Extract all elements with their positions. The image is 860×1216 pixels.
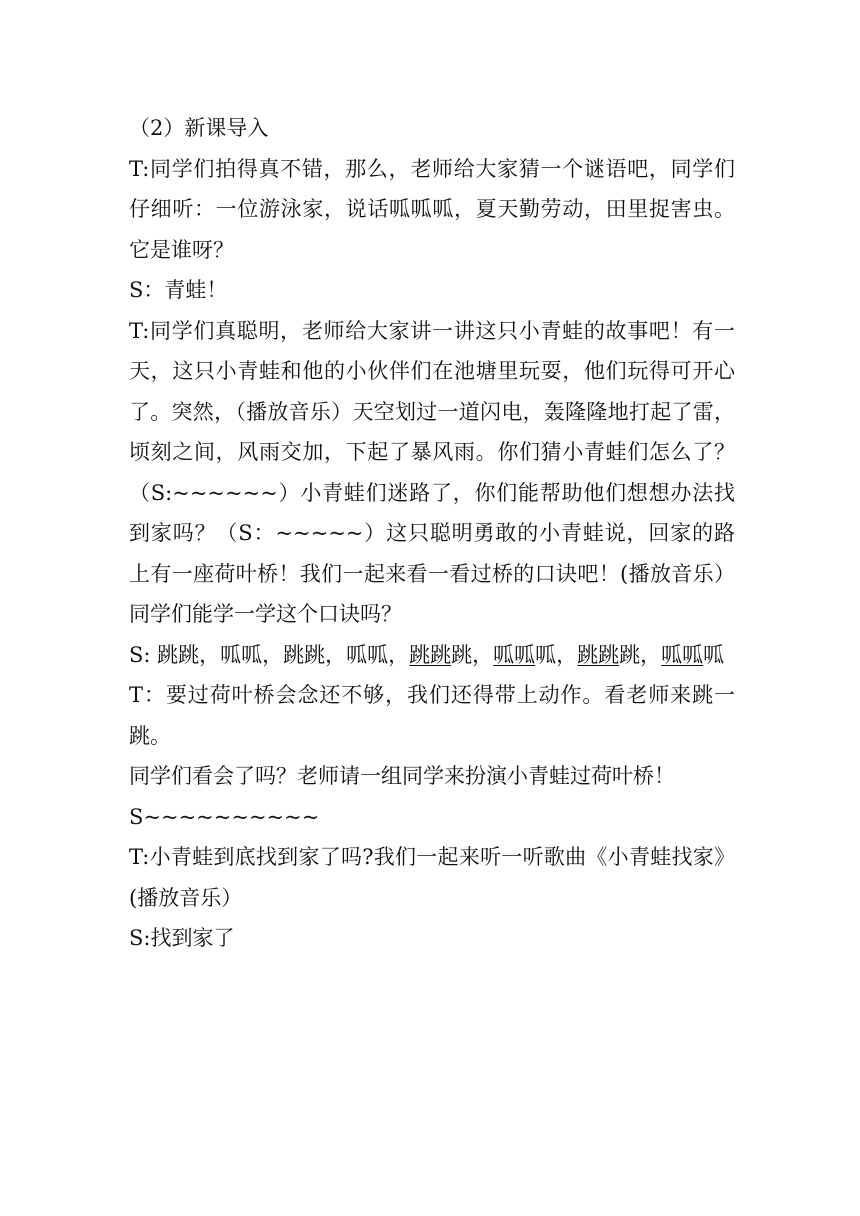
student-chant-paragraph xyxy=(129,635,735,676)
chant-segment-underlined: 跳跳 xyxy=(409,642,452,667)
chant-segment: 跳， xyxy=(451,642,494,667)
chant-segment: S: 跳跳，呱呱，跳跳，呱呱， xyxy=(129,642,410,667)
paragraph-text: T：要过荷叶桥会念还不够，我们还得带上动作。看老师来跳一跳。 xyxy=(129,683,735,748)
student-found-home-line xyxy=(129,918,735,959)
chant-segment: 呱 xyxy=(703,642,725,667)
teacher-story-paragraph xyxy=(129,311,735,635)
paragraph-text: S：青蛙！ xyxy=(129,278,228,302)
chant-segment-underlined: 跳跳 xyxy=(577,642,620,667)
teacher-invite-paragraph xyxy=(129,756,735,797)
chant-segment: 跳， xyxy=(619,642,662,667)
teacher-riddle-paragraph xyxy=(129,149,735,271)
teacher-song-paragraph xyxy=(129,837,735,918)
section-heading xyxy=(129,108,735,149)
chant-segment-underlined: 呱呱 xyxy=(661,642,704,667)
student-answer-frog xyxy=(129,270,735,311)
paragraph-text: S:找到家了 xyxy=(129,926,235,950)
paragraph-text: T:同学们真聪明，老师给大家讲一讲这只小青蛙的故事吧！有一天，这只小青蛙和他的小伙伴们在池塘里玩耍，他们玩得可开心了。突然，（播放音乐）天空划过一道闪电，轰隆隆地打起了雷，顷刻之间，风雨交加，下起了暴风雨。你们猜小青蛙们怎么了？（S:~~~~~~）小青蛙们迷路了，你们能帮助他们想想办法找到家吗？（S：~~~~~）这只聪明勇敢的小青蛙说，回家的路上有一座荷叶桥！我们一起来看一看过桥的口诀吧！(播放音乐）同学们能学一学这个口诀吗？ xyxy=(129,318,735,626)
paragraph-text: T:小青蛙到底找到家了吗?我们一起来听一听歌曲《小青蛙找家》(播放音乐） xyxy=(129,845,735,910)
heading-text: （2）新课导入 xyxy=(129,116,269,140)
paragraph-text: S~~~~~~~~~~ xyxy=(129,804,320,829)
teacher-action-paragraph xyxy=(129,675,735,756)
student-performance-line xyxy=(129,797,735,838)
paragraph-text: 同学们看会了吗？老师请一组同学来扮演小青蛙过荷叶桥！ xyxy=(129,764,675,788)
paragraph-text: T:同学们拍得真不错，那么，老师给大家猜一个谜语吧，同学们仔细听：一位游泳家，说话呱呱呱，夏天勤劳动，田里捉害虫。它是谁呀？ xyxy=(129,156,735,262)
document-body xyxy=(129,108,735,959)
chant-segment: 呱， xyxy=(535,642,578,667)
chant-segment-underlined: 呱呱 xyxy=(493,642,536,667)
